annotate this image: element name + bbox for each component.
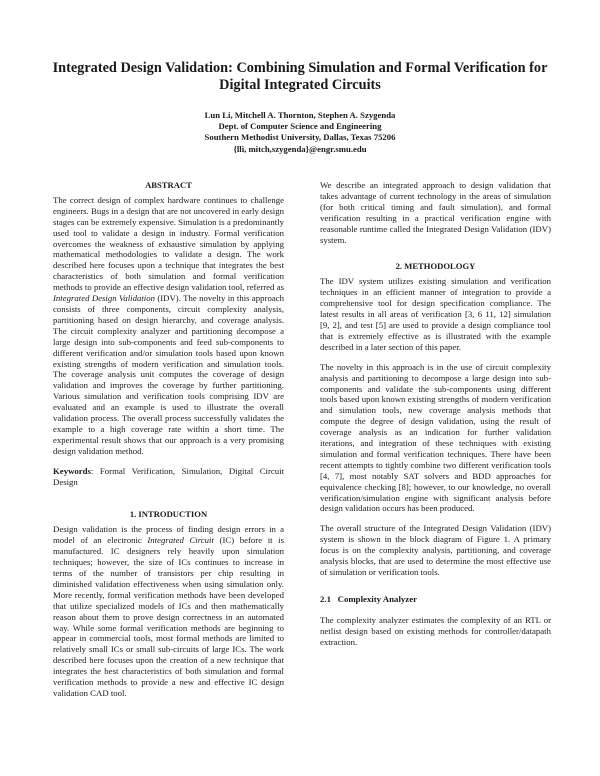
introduction-text-b: (IC) before it is manufactured. IC designers rely heavily upon simulation techniques; however, the size of ICs continues to increase in terms of the number of transistors per chip resulting in diminished validation effectiveness when using simulation only. More recently, formal verification methods have been developed that utilize specialized models of ICs and then mathematically reason about them to prove design correctness in an automated way. While some formal verification methods are beginning to appear in commercial tools, most formal methods are limited to relatively small ICs or small sub-circuits of large ICs. The work described here focuses upon the creation of a new technique that integrates the best characteristics of both simulation and formal verification methods to provide a new and effective IC design validation CAD tool. [53,535,285,698]
author-block [100,110,500,155]
introduction-heading: 1. INTRODUCTION [129,509,208,520]
author-department: Dept. of Computer Science and Engineering [218,121,382,132]
right-column [320,180,551,648]
abstract-heading: ABSTRACT [145,180,192,190]
keywords-label: Keywords [53,465,91,476]
complexity-paragraph: The complexity analyzer estimates the complexity of an RTL or netlist design based on existing methods for controller/datapath extraction. [320,614,551,647]
paper-title: Integrated Design Validation: Combining Simulation and Formal Verification for Digital Integrated Circuits [52,60,548,93]
methodology-paragraph-3: The overall structure of the Integrated Design Validation (IDV) system is shown in the block diagram of Figure 1. A primary focus is on the complexity analysis, partitioning, and coverage analysis blocks, that are used to determine the most effective use of simulation or verification tools. [320,523,551,577]
abstract-text-a: The correct design of complex hardware continues to challenge engineers. Bugs in a design that are not uncovered in early design stages can be extremely expensive. Simulation is a predominantly used tool to validate a design in industry. Formal verification overcomes the weakness of exhaustive simulation by applying mathematical methodologies to validate a design. The work described here focuses upon a technique that integrates the best characteristics of both simulation and formal verification methods to provide an effective design validation tool, referred as [53,194,284,293]
methodology-paragraph-2: The novelty in this approach is in the use of circuit complexity analysis and partitioning to decompose a large design into sub-components and validate the sub-components using different tools based upon known existing strengths of modern verification and simulation tools, new coverage analysis methods that compute the degree of design validation, using the result of coverage analysis as an indication for further validation iterations, and integration of these techniques with existing simulation and formal verification techniques. There have been recent attempts to tightly combine two different verification tools [4, 7], most notably SAT solvers and BDD approaches for equivalence checking [8]; however, to our knowledge, no overall verification/simulation engine with significant analysis before design validation occurs has been produced. [320,361,551,514]
methodology-paragraph-1: The IDV system utilizes existing simulation and verification techniques in an efficient manner of integration to provide a comprehensive tool for design specification compliance. The latest results in all areas of verification [3, 6 11, 12] simulation [9, 2], and test [5] are used to provide a design compliance tool that is extremely effective as is illustrated with the example described in a later section of this paper. [320,276,551,352]
author-university: Southern Methodist University, Dallas, Texas 75206 [204,132,396,143]
author-email: {lli, mitch,szygenda}@engr.smu.edu [233,143,367,154]
keywords-text: : Formal Verification, Simulation, Digital Circuit Design [53,465,284,487]
abstract-text [53,195,284,457]
right-intro-paragraph: We describe an integrated approach to design validation that takes advantage of current technology in the areas of simulation (for both critical timing and fault simulation), and formal verification resulting in a practical verification engine with reasonable runtime called the Integrated Design Validation (IDV) system. [320,180,551,245]
abstract-text-b: (IDV). The novelty in this approach consists of three components, circuit complexity analysis, partitioning based on design hierarchy, and coverage analysis. The circuit complexity analyzer and partitioning decompose a large design into sub-components and feed sub-components to different verification and/or simulation tools based upon known existing strengths of modern verification and simulation tools. The coverage analysis unit computes the coverage of design validation and improves the coverage by further partitioning. Various simulation and verification tools comprising IDV are evaluated and an example is used to illustrate the overall validation process. The overall process successfully validates the example to a high coverage rate within a short time. The experimental result shows that our approach is a very promising design validation method. [53,293,284,456]
keywords [53,466,284,488]
introduction-text [53,524,284,699]
left-column [53,180,284,699]
complexity-analyzer-heading: 2.1 Complexity Analyzer [320,593,417,604]
methodology-heading: 2. METHODOLOGY [395,261,476,272]
abstract-text-italic: Integrated Design Validation [53,293,155,304]
author-names: Lun Li, Mitchell A. Thornton, Stephen A. Szygenda [204,110,396,120]
introduction-text-a: Design validation is the process of finding design errors in a model of an electronic [53,524,284,546]
introduction-text-italic: Integrated Circuit [147,535,214,546]
